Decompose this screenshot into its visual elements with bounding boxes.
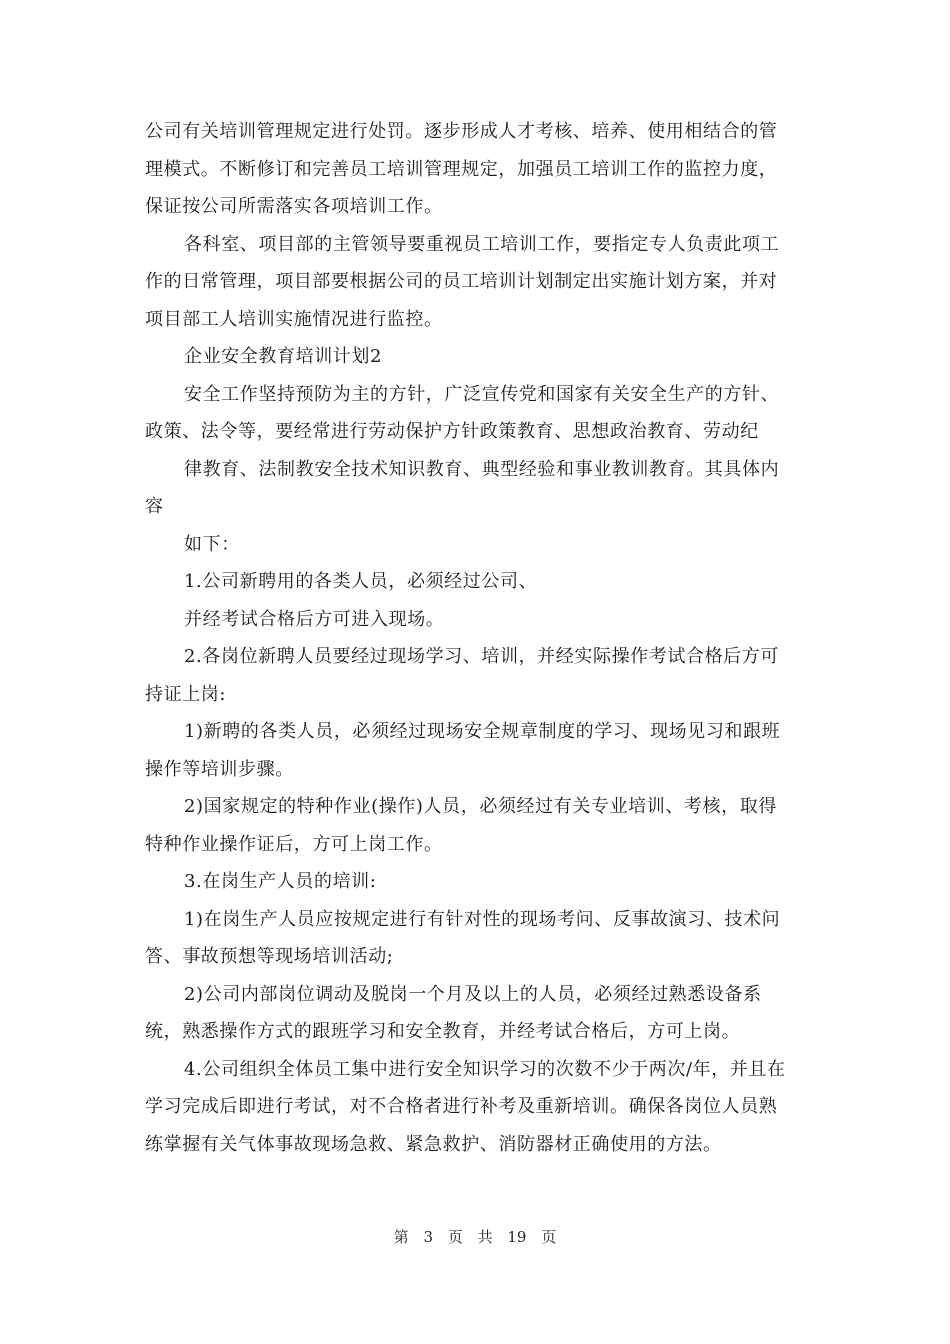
text-line: 答、事故预想等现场培训活动; bbox=[145, 946, 394, 967]
text-line: 如下： bbox=[184, 533, 240, 555]
document-body bbox=[145, 113, 810, 1163]
page-footer: 第 3 页 共 19 页 bbox=[393, 1228, 557, 1246]
text-line: 作的日常管理，项目部要根据公司的员工培训计划制定出实施计划方案，并对 bbox=[145, 271, 778, 292]
text-line: 特种作业操作证后，方可上岗工作。 bbox=[145, 833, 443, 855]
text-line: 企业安全教育培训计划2 bbox=[184, 346, 383, 367]
text-line: 并经考试合格后方可进入现场。 bbox=[184, 608, 445, 630]
text-line: 2)公司内部岗位调动及脱岗一个月及以上的人员，必须经过熟悉设备系 bbox=[184, 983, 762, 1005]
text-line: 1.公司新聘用的各类人员，必须经过公司、 bbox=[184, 571, 538, 592]
text-line: 公司有关培训管理规定进行处罚。逐步形成人才考核、培养、使用相结合的管 bbox=[145, 121, 778, 142]
text-line: 安全工作坚持预防为主的方针，广泛宣传党和国家有关安全生产的方针、 bbox=[184, 383, 780, 405]
text-line: 4.公司组织全体员工集中进行安全知识学习的次数不少于两次/年，并且在 bbox=[184, 1058, 786, 1080]
text-line: 容 bbox=[145, 496, 164, 517]
text-line: 项目部工人培训实施情况进行监控。 bbox=[145, 308, 443, 330]
text-line: 2.各岗位新聘人员要经过现场学习、培训，并经实际操作考试合格后方可 bbox=[184, 646, 779, 667]
text-line: 保证按公司所需落实各项培训工作。 bbox=[145, 196, 443, 217]
text-line: 1)在岗生产人员应按规定进行有针对性的现场考问、反事故演习、技术问 bbox=[184, 908, 781, 930]
text-line: 练掌握有关气体事故现场急救、紧急救护、消防器材正确使用的方法。 bbox=[145, 1133, 722, 1155]
text-line: 3.在岗生产人员的培训: bbox=[184, 871, 377, 892]
text-line: 政策、法令等，要经常进行劳动保护方针政策教育、思想政治教育、劳动纪 bbox=[145, 421, 759, 442]
text-line: 统，熟悉操作方式的跟班学习和安全教育，并经考试合格后，方可上岗。 bbox=[145, 1021, 741, 1042]
text-line: 理模式。不断修订和完善员工培训管理规定，加强员工培训工作的监控力度， bbox=[145, 158, 778, 180]
text-line: 律教育、法制教安全技术知识教育、典型经验和事业教训教育。其具体内 bbox=[184, 458, 780, 480]
text-line: 操作等培训步骤。 bbox=[145, 758, 294, 780]
text-line: 持证上岗: bbox=[145, 683, 227, 705]
text-line: 学习完成后即进行考试，对不合格者进行补考及重新培训。确保各岗位人员熟 bbox=[145, 1096, 778, 1117]
text-line: 1)新聘的各类人员，必须经过现场安全规章制度的学习、现场见习和跟班 bbox=[184, 721, 781, 742]
text-line: 各科室、项目部的主管领导要重视员工培训工作，要指定专人负责此项工 bbox=[184, 233, 780, 255]
text-line: 2)国家规定的特种作业(操作)人员，必须经过有关专业培训、考核，取得 bbox=[184, 796, 777, 817]
